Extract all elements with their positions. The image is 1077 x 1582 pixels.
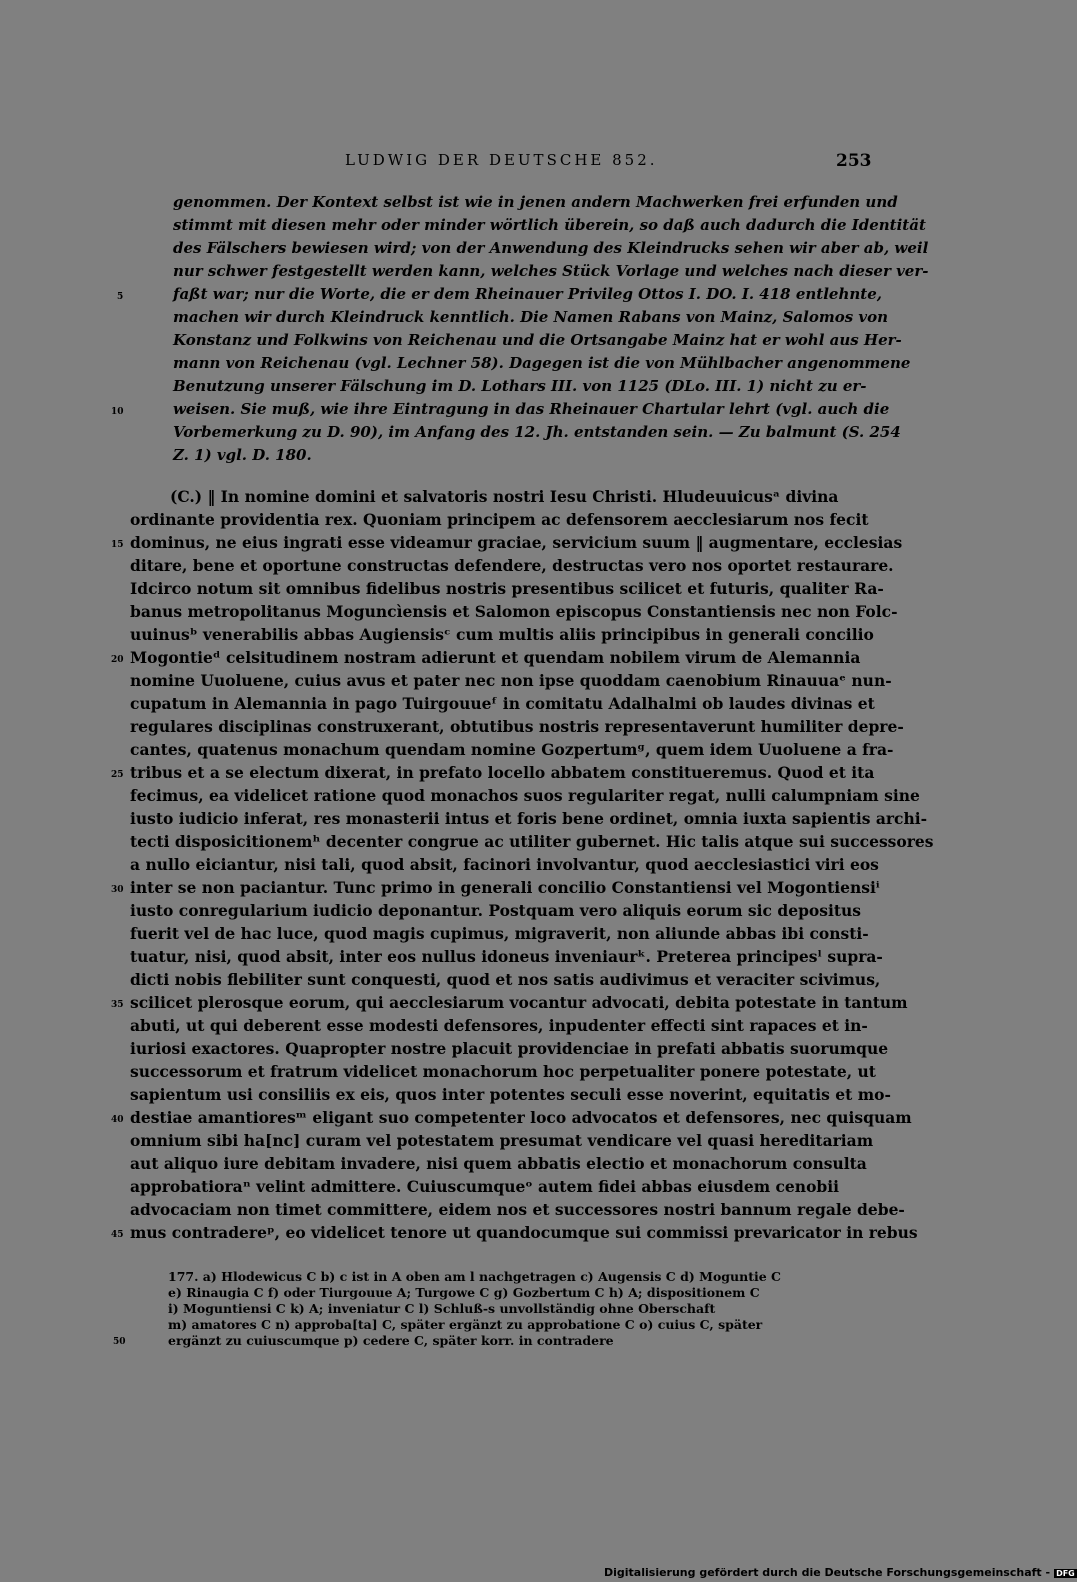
dfg-logo: DFG: [1056, 1569, 1075, 1578]
body-line: iusto iudicio inferat, res monasterii intus et foris bene ordinet, omnia iuxta sapientis archi-: [130, 809, 928, 828]
intro-line: des Fälschers bewiesen wird; von der Anwendung des Kleindrucks sehen wir aber ab, weil: [173, 239, 929, 257]
line-number: 5: [117, 292, 124, 302]
body-line: ordinante providentia rex. Quoniam principem ac defensorem aecclesiarum nos fecit: [130, 510, 869, 529]
intro-line: Konstanz und Folkwins von Reichenau und die Ortsangabe Mainz hat er wohl aus Her-: [173, 331, 902, 349]
body-line: a nullo eiciantur, nisi tali, quod absit, facinori involvantur, quod aecclesiastici viri eos: [130, 855, 879, 874]
body-line: aut aliquo iure debitam invadere, nisi quem abbatis electio et monachorum consulta: [130, 1154, 867, 1173]
body-line: uuinusᵇ venerabilis abbas Augiensisᶜ cum multis aliis principibus in generali concilio: [130, 625, 874, 644]
body-line: dicti nobis flebiliter sunt conquesti, quod et nos satis audivimus et veraciter scivimus,: [130, 970, 881, 989]
line-number: 35: [111, 1000, 124, 1010]
body-line: dominus, ne eius ingrati esse videamur graciae, servicium suum ‖ augmentare, ecclesias: [130, 533, 903, 552]
line-number: 10: [111, 407, 124, 417]
body-line: approbatioraⁿ velint admittere. Cuiuscumqueᵒ autem fidei abbas eiusdem cenobii: [130, 1177, 840, 1196]
body-line: Mogontieᵈ celsitudinem nostram adierunt et quendam nobilem virum de Alemannia: [130, 648, 861, 667]
intro-line: faßt war; nur die Worte, die er dem Rheinauer Privileg Ottos I. DO. I. 418 entlehnte,: [173, 285, 882, 303]
body-line: advocaciam non timet committere, eidem nos et successores nostri bannum regale debe-: [130, 1200, 905, 1219]
body-line: cantes, quatenus monachum quendam nomine Gozpertumᵍ, quem idem Uuoluene a fra-: [130, 740, 894, 759]
body-line: destiae amantioresᵐ eligant suo competenter loco advocatos et defensores, nec quisquam: [130, 1108, 912, 1127]
body-line: abuti, ut qui deberent esse modesti defensores, inpudenter effecti sint rapaces et in-: [130, 1016, 868, 1035]
body-line: inter se non paciantur. Tunc primo in generali concilio Constantiensi vel Mogontiensiⁱ: [130, 878, 880, 897]
body-line: ditare, bene et oportune constructas defendere, destructas vero nos oportet restaurare.: [130, 556, 894, 575]
body-line: fuerit vel de hac luce, quod magis cupimus, migraverit, non aliunde abbas ibi consti-: [130, 924, 869, 943]
body-line: successorum et fratrum videlicet monachorum hoc perpetualiter ponere potestate, ut: [130, 1062, 876, 1081]
line-number: 30: [111, 885, 124, 895]
footnote-line: e) Rinaugia C f) oder Tiurgouue A; Turgowe C g) Gozbertum C h) A; dispositionem C: [168, 1285, 760, 1300]
body-line: tuatur, nisi, quod absit, inter eos nullus idoneus inveniaurᵏ. Preterea principesˡ supra-: [130, 947, 883, 966]
intro-line: weisen. Sie muß, wie ihre Eintragung in das Rheinauer Chartular lehrt (vgl. auch die: [173, 400, 890, 418]
line-number: 45: [111, 1230, 124, 1240]
body-line: banus metropolitanus Moguncìensis et Salomon episcopus Constantiensis nec non Folc-: [130, 602, 898, 621]
body-line: tecti disposicitionemʰ decenter congrue ac utiliter gubernet. Hic talis atque sui successores: [130, 832, 934, 851]
body-line: iuriosi exactores. Quapropter nostre placuit providenciae in prefati abbatis suorumque: [130, 1039, 889, 1058]
body-line: (C.) ‖ In nomine domini et salvatoris nostri Iesu Christi. Hludeuuicusᵃ divina: [170, 487, 839, 506]
line-number: 50: [113, 1337, 126, 1347]
credit-text: Digitalisierung gefördert durch die Deutsche Forschungsgemeinschaft -: [604, 1566, 1051, 1579]
line-number: 20: [111, 655, 124, 665]
intro-line: Vorbemerkung zu D. 90), im Anfang des 12. Jh. entstanden sein. — Zu balmunt (S. 254: [173, 423, 901, 441]
intro-line: mann von Reichenau (vgl. Lechner 58). Dagegen ist die von Mühlbacher angenommene: [173, 354, 911, 372]
body-line: omnium sibi ha[nc] curam vel potestatem presumat vendicare vel quasi hereditariam: [130, 1131, 874, 1150]
intro-line: stimmt mit diesen mehr oder minder wörtlich überein, so daß auch dadurch die Identität: [173, 216, 926, 234]
line-number: 15: [111, 540, 124, 550]
body-line: regulares disciplinas construxerant, obtutibus nostris representaverunt humiliter depre-: [130, 717, 904, 736]
intro-line: nur schwer festgestellt werden kann, welches Stück Vorlage und welches nach dieser ver-: [173, 262, 929, 280]
footnote-line: m) amatores C n) approba[ta] C, später ergänzt zu approbatione C o) cuius C, später: [168, 1317, 763, 1332]
intro-line: Z. 1) vgl. D. 180.: [173, 446, 312, 464]
body-line: nomine Uuoluene, cuius avus et pater nec non ipse quoddam caenobium Rinauuaᵉ nun-: [130, 671, 892, 690]
footnote-line: 177. a) Hlodewicus C b) c ist in A oben am l nachgetragen c) Augensis C d) Moguntie C: [168, 1269, 781, 1284]
intro-line: genommen. Der Kontext selbst ist wie in jenen andern Machwerken frei erfunden und: [173, 193, 898, 211]
body-line: scilicet plerosque eorum, qui aecclesiarum vocantur advocati, debita potestate in tantum: [130, 993, 908, 1012]
intro-line: machen wir durch Kleindruck kenntlich. Die Namen Rabans von Mainz, Salomos von: [173, 308, 888, 326]
body-line: sapientum usi consiliis ex eis, quos inter potentes seculi esse noverint, equitatis et mo-: [130, 1085, 891, 1104]
footnote-line: ergänzt zu cuiuscumque p) cedere C, später korr. in contradere: [168, 1333, 614, 1348]
digitization-credit: [604, 1566, 1077, 1579]
body-line: mus contradereᵖ, eo videlicet tenore ut quandocumque sui commissi prevaricator in rebus: [130, 1223, 918, 1242]
body-line: tribus et a se electum dixerat, in prefato locello abbatem constitueremus. Quod et ita: [130, 763, 875, 782]
line-number: 25: [111, 770, 124, 780]
running-head: LUDWIG DER DEUTSCHE 852.: [345, 151, 658, 169]
page-number: 253: [836, 151, 872, 171]
body-line: cupatum in Alemannia in pago Tuirgouueᶠ in comitatu Adalhalmi ob laudes divinas et: [130, 694, 875, 713]
footnote-line: i) Moguntiensi C k) A; inveniatur C l) Schluß-s unvollständig ohne Oberschaft: [168, 1301, 716, 1316]
body-line: Idcirco notum sit omnibus fidelibus nostris presentibus scilicet et futuris, qualiter Ra-: [130, 579, 884, 598]
body-line: fecimus, ea videlicet ratione quod monachos suos regulariter regat, nulli calumpniam sine: [130, 786, 920, 805]
body-line: iusto conregularium iudicio deponantur. Postquam vero aliquis eorum sic depositus: [130, 901, 862, 920]
line-number: 40: [111, 1115, 124, 1125]
intro-line: Benutzung unserer Fälschung im D. Lothars III. von 1125 (DLo. III. 1) nicht zu er-: [173, 377, 867, 395]
